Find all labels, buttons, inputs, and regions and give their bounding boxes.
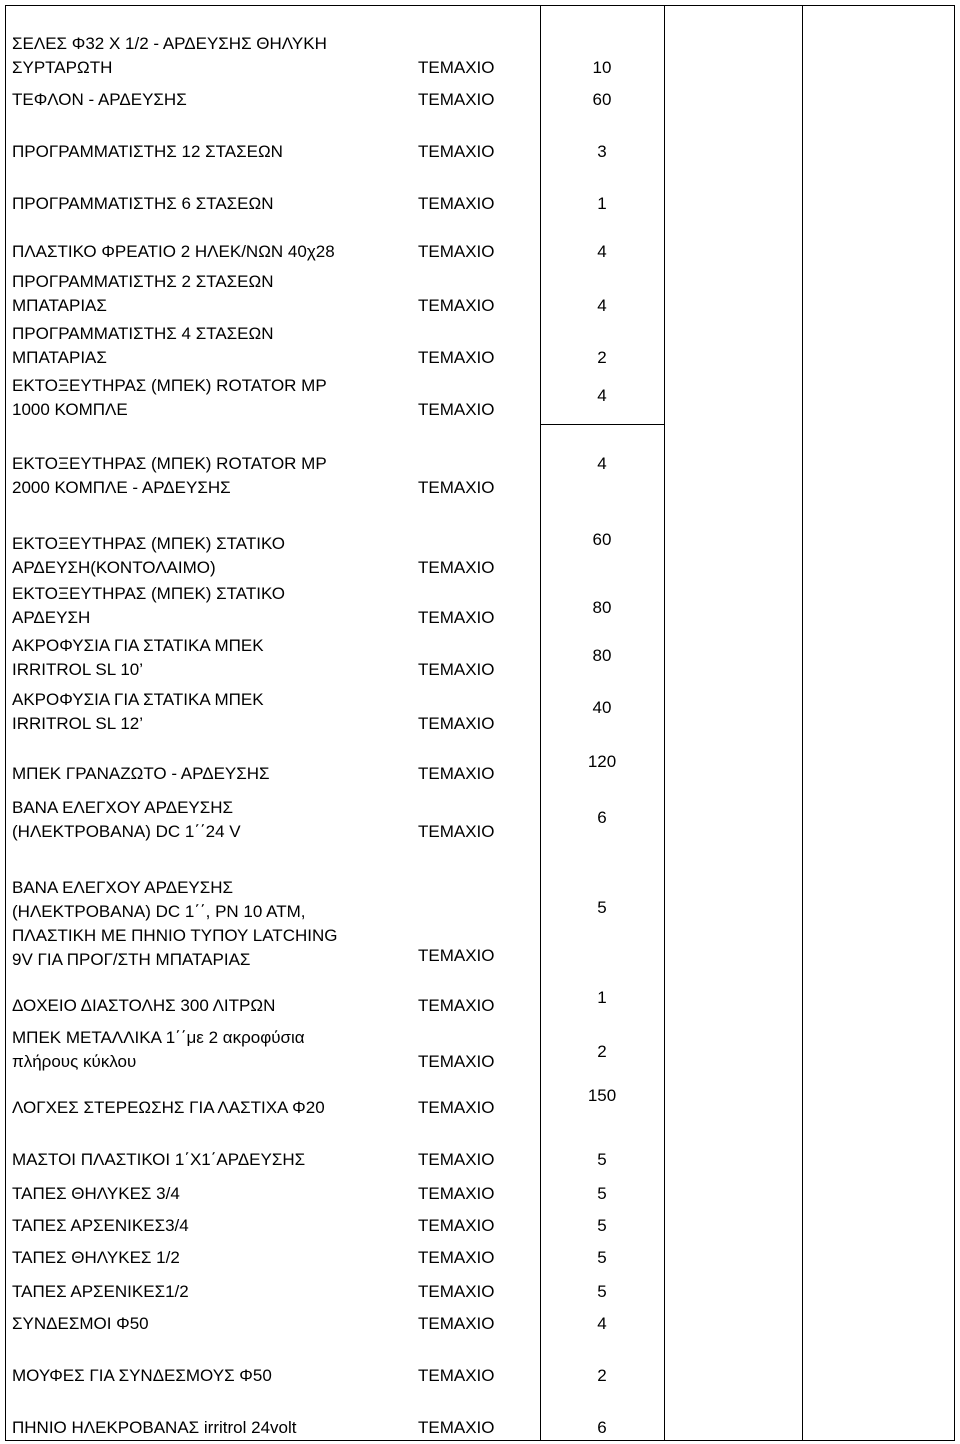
- item-quantity: 4: [597, 386, 607, 405]
- item-unit: ΤΕΜΑΧΙΟ: [418, 194, 495, 213]
- item-quantity: 2: [597, 1366, 607, 1385]
- item-description: ΕΚΤΟΞΕΥΤΗΡΑΣ (ΜΠΕΚ) ΣΤΑΤΙΚΟ ΑΡΔΕΥΣΗ(ΚΟΝΤΟΛΑΙΜΟ): [12, 534, 286, 577]
- item-unit: ΤΕΜΑΧΙΟ: [418, 822, 495, 841]
- item-unit: ΤΕΜΑΧΙΟ: [418, 400, 495, 419]
- table-border-right: [954, 5, 955, 1441]
- item-unit: ΤΕΜΑΧΙΟ: [418, 1052, 495, 1071]
- item-unit: ΤΕΜΑΧΙΟ: [418, 608, 495, 627]
- item-unit: ΤΕΜΑΧΙΟ: [418, 348, 495, 367]
- table-divider-extra-2: [802, 5, 803, 1441]
- item-quantity: 3: [597, 142, 607, 161]
- item-unit: ΤΕΜΑΧΙΟ: [418, 1418, 495, 1437]
- item-description: ΕΚΤΟΞΕΥΤΗΡΑΣ (ΜΠΕΚ) ΣΤΑΤΙΚΟ ΑΡΔΕΥΣΗ: [12, 584, 286, 627]
- item-quantity: 2: [597, 348, 607, 367]
- item-description: ΜΠΕΚ ΓΡΑΝΑΖΩΤΟ - ΑΡΔΕΥΣΗΣ: [12, 764, 270, 783]
- item-quantity: 4: [597, 1314, 607, 1333]
- item-quantity: 6: [597, 1418, 607, 1437]
- item-quantity: 120: [587, 752, 617, 771]
- item-unit: ΤΕΜΑΧΙΟ: [418, 1098, 495, 1117]
- item-unit: ΤΕΜΑΧΙΟ: [418, 946, 495, 965]
- table-divider-extra-1: [664, 5, 665, 1441]
- item-description: ΤΑΠΕΣ ΘΗΛΥΚΕΣ 1/2: [12, 1248, 180, 1267]
- item-unit: ΤΕΜΑΧΙΟ: [418, 558, 495, 577]
- item-description: ΒΑΝΑ ΕΛΕΓΧΟΥ ΑΡΔΕΥΣΗΣ (ΗΛΕΚΤΡΟΒΑΝΑ) DC 1΄΄24 V: [12, 798, 241, 841]
- item-quantity: 5: [597, 1150, 607, 1169]
- item-description: ΕΚΤΟΞΕΥΤΗΡΑΣ (ΜΠΕΚ) ROTATOR MP 1000 ΚΟΜΠΛΕ: [12, 376, 327, 419]
- item-unit: ΤΕΜΑΧΙΟ: [418, 142, 495, 161]
- item-unit: ΤΕΜΑΧΙΟ: [418, 1248, 495, 1267]
- item-description: ΠΡΟΓΡΑΜΜΑΤΙΣΤΗΣ 6 ΣΤΑΣΕΩΝ: [12, 194, 274, 213]
- item-description: ΑΚΡΟΦΥΣΙΑ ΓΙΑ ΣΤΑΤΙΚΑ ΜΠΕΚ IRRITROL SL 10’: [12, 636, 264, 679]
- item-description: ΠΡΟΓΡΑΜΜΑΤΙΣΤΗΣ 2 ΣΤΑΣΕΩΝ ΜΠΑΤΑΡΙΑΣ: [12, 272, 274, 315]
- item-description: ΒΑΝΑ ΕΛΕΓΧΟΥ ΑΡΔΕΥΣΗΣ (ΗΛΕΚΤΡΟΒΑΝΑ) DC 1΄΄, PN 10 ATM, ΠΛΑΣΤΙΚΗ ΜΕ ΠΗΝΙΟ ΤΥΠΟΥ LATCHING 9V ΓΙΑ ΠΡΟΓ/ΣΤΗ ΜΠΑΤΑΡΙΑΣ: [12, 878, 338, 969]
- item-unit: ΤΕΜΑΧΙΟ: [418, 58, 495, 77]
- item-unit: ΤΕΜΑΧΙΟ: [418, 764, 495, 783]
- item-description: ΔΟΧΕΙΟ ΔΙΑΣΤΟΛΗΣ 300 ΛΙΤΡΩΝ: [12, 996, 276, 1015]
- item-unit: ΤΕΜΑΧΙΟ: [418, 714, 495, 733]
- item-unit: ΤΕΜΑΧΙΟ: [418, 1314, 495, 1333]
- item-quantity: 1: [597, 988, 607, 1007]
- item-quantity: 4: [597, 454, 607, 473]
- item-quantity: 80: [592, 598, 612, 617]
- item-unit: ΤΕΜΑΧΙΟ: [418, 1184, 495, 1203]
- item-description: ΤΑΠΕΣ ΑΡΣΕΝΙΚΕΣ3/4: [12, 1216, 189, 1235]
- table-border-top: [5, 5, 955, 6]
- item-quantity: 5: [597, 898, 607, 917]
- item-unit: ΤΕΜΑΧΙΟ: [418, 996, 495, 1015]
- item-quantity: 4: [597, 242, 607, 261]
- item-description: ΤΑΠΕΣ ΘΗΛΥΚΕΣ 3/4: [12, 1184, 180, 1203]
- item-description: ΤΕΦΛΟΝ - ΑΡΔΕΥΣΗΣ: [12, 90, 187, 109]
- item-quantity: 60: [592, 530, 612, 549]
- item-description: ΜΟΥΦΕΣ ΓΙΑ ΣΥΝΔΕΣΜΟΥΣ Φ50: [12, 1366, 272, 1385]
- item-quantity: 2: [597, 1042, 607, 1061]
- item-description: ΣΕΛΕΣ Φ32 Χ 1/2 - ΑΡΔΕΥΣΗΣ ΘΗΛΥΚΗ ΣΥΡΤΑΡΩΤΗ: [12, 34, 327, 77]
- item-quantity: 5: [597, 1248, 607, 1267]
- item-quantity: 6: [597, 808, 607, 827]
- item-description: ΠΡΟΓΡΑΜΜΑΤΙΣΤΗΣ 4 ΣΤΑΣΕΩΝ ΜΠΑΤΑΡΙΑΣ: [12, 324, 274, 367]
- item-unit: ΤΕΜΑΧΙΟ: [418, 478, 495, 497]
- item-unit: ΤΕΜΑΧΙΟ: [418, 296, 495, 315]
- item-description: ΕΚΤΟΞΕΥΤΗΡΑΣ (ΜΠΕΚ) ROTATOR MP 2000 ΚΟΜΠΛΕ - ΑΡΔΕΥΣΗΣ: [12, 454, 327, 497]
- item-quantity: 10: [592, 58, 612, 77]
- item-unit: ΤΕΜΑΧΙΟ: [418, 660, 495, 679]
- item-description: ΣΥΝΔΕΣΜΟΙ Φ50: [12, 1314, 149, 1333]
- item-description: ΤΑΠΕΣ ΑΡΣΕΝΙΚΕΣ1/2: [12, 1282, 189, 1301]
- item-unit: ΤΕΜΑΧΙΟ: [418, 1150, 495, 1169]
- item-unit: ΤΕΜΑΧΙΟ: [418, 1216, 495, 1235]
- item-unit: ΤΕΜΑΧΙΟ: [418, 1282, 495, 1301]
- item-description: ΜΠΕΚ ΜΕΤΑΛΛΙΚΑ 1΄΄με 2 ακροφύσια πλήρους κύκλου: [12, 1028, 305, 1071]
- table-border-left: [5, 5, 6, 1441]
- item-quantity: 5: [597, 1282, 607, 1301]
- item-quantity: 150: [587, 1086, 617, 1105]
- item-quantity: 40: [592, 698, 612, 717]
- item-description: ΜΑΣΤΟΙ ΠΛΑΣΤΙΚΟΙ 1΄Χ1΄ΑΡΔΕΥΣΗΣ: [12, 1150, 306, 1169]
- item-quantity: 1: [597, 194, 607, 213]
- item-quantity: 80: [592, 646, 612, 665]
- item-quantity: 60: [592, 90, 612, 109]
- item-description: ΠΡΟΓΡΑΜΜΑΤΙΣΤΗΣ 12 ΣΤΑΣΕΩΝ: [12, 142, 283, 161]
- item-description: ΠΗΝΙΟ ΗΛΕΚΡΟΒΑΝΑΣ irritrol 24volt: [12, 1418, 297, 1437]
- item-unit: ΤΕΜΑΧΙΟ: [418, 1366, 495, 1385]
- item-unit: ΤΕΜΑΧΙΟ: [418, 90, 495, 109]
- table-border-bottom: [5, 1440, 955, 1441]
- item-quantity: 5: [597, 1184, 607, 1203]
- item-description: ΛΟΓΧΕΣ ΣΤΕΡΕΩΣΗΣ ΓΙΑ ΛΑΣΤΙΧΑ Φ20: [12, 1098, 325, 1117]
- item-unit: ΤΕΜΑΧΙΟ: [418, 242, 495, 261]
- item-quantity: 5: [597, 1216, 607, 1235]
- item-quantity: 4: [597, 296, 607, 315]
- item-description: ΠΛΑΣΤΙΚΟ ΦΡΕΑΤΙΟ 2 ΗΛΕΚ/ΝΩΝ 40χ28: [12, 242, 335, 261]
- table-rule-qty-mp1000: [540, 424, 664, 425]
- item-description: ΑΚΡΟΦΥΣΙΑ ΓΙΑ ΣΤΑΤΙΚΑ ΜΠΕΚ IRRITROL SL 12’: [12, 690, 264, 733]
